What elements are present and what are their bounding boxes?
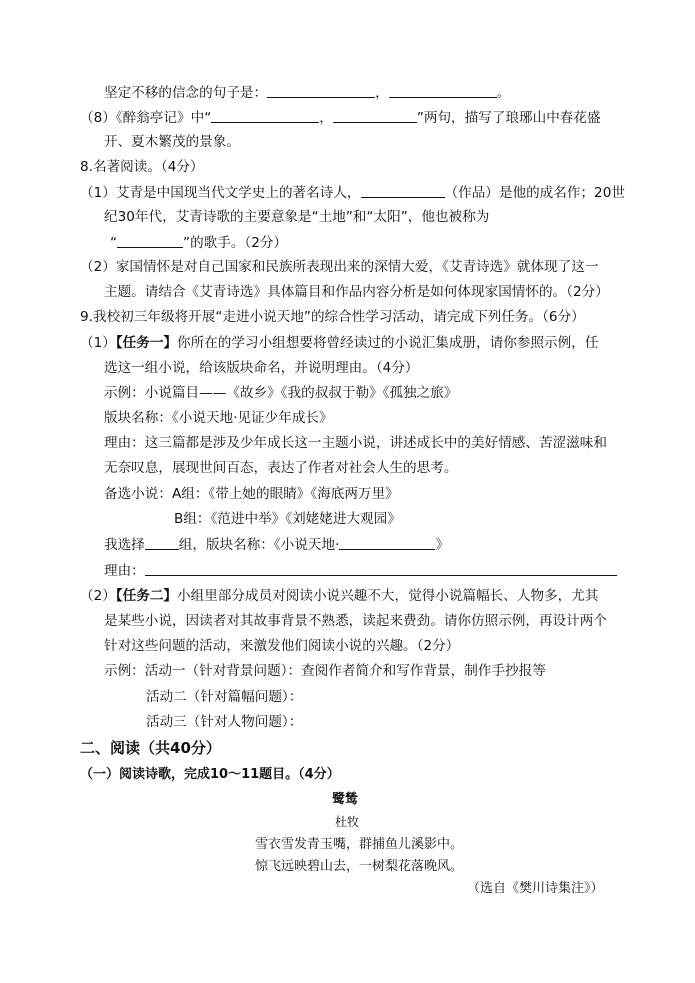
text-line: 活动三（针对人物问题）：: [146, 714, 303, 730]
task-label: 【任务一】: [115, 335, 178, 351]
text-line: 主题。请结合《艾青诗选》具体篇目和作品内容分析是如何体现家国情怀的。（2分）: [104, 284, 609, 300]
text-line: 无奈叹息，展现世间百态，表达了作者对社会人生的思考。: [104, 460, 458, 476]
text-line: （1）【任务一】你所在的学习小组想要将曾经读过的小说汇集成册，请你参照示例，任: [80, 335, 599, 351]
text-line: （8）《醉翁亭记》中“ ， ”两句，描写了琅琊山中春花盛: [80, 107, 601, 128]
text-line: 针对这些问题的活动，来激发他们阅读小说的兴趣。（2分）: [104, 638, 460, 654]
blank-group[interactable]: [145, 534, 179, 550]
task-label: 【任务二】: [115, 588, 178, 604]
blank-answer[interactable]: [333, 107, 417, 123]
text-line: 活动二（针对篇幅问题）：: [146, 689, 303, 705]
blank-answer[interactable]: [389, 82, 497, 98]
text-line: 开、夏木繁茂的景象。: [104, 134, 240, 150]
blank-reason[interactable]: [145, 560, 617, 576]
text-line: 示例：小说篇目——《故乡》《我的叔叔于勒》《孤独之旅》: [104, 385, 458, 401]
poem-line: 雪衣雪发青玉嘴，群捕鱼儿溪影中。: [255, 837, 464, 852]
blank-block-name[interactable]: [339, 534, 435, 550]
text-line: （1）艾青是中国现当代文学史上的著名诗人， （作品）是他的成名作；20世: [80, 182, 625, 203]
text-line: （2）家国情怀是对自己国家和民族所表现出来的深情大爱，《艾青诗选》就体现了这一: [80, 259, 599, 275]
text-line: （2）【任务二】小组里部分成员对阅读小说兴趣不大，觉得小说篇幅长、人物多，尤其: [80, 588, 599, 604]
blank-answer[interactable]: [361, 182, 445, 198]
blank-answer[interactable]: [267, 82, 375, 98]
blank-answer[interactable]: [117, 232, 183, 248]
poem-line: 惊飞远映碧山去，一树梨花落晚风。: [255, 859, 464, 874]
question-heading: 9.我校初三年级将开展“走进小说天地”的综合性学习活动，请完成下列任务。（6分）: [80, 309, 585, 325]
blank-answer[interactable]: [211, 107, 319, 123]
text-line: 示例：活动一（针对背景问题）：查阅作者简介和写作背景，制作手抄报等: [104, 663, 546, 679]
text-line: 是某些小说，因读者对其故事背景不熟悉，读起来费劲。请你仿照示例，再设计两个: [104, 613, 607, 629]
question-heading: 8.名著阅读。（4分）: [80, 159, 204, 175]
text-line: 坚定不移的信念的句子是： ， 。: [104, 82, 510, 103]
poem-title: 鹭鸶: [332, 792, 359, 807]
text-line: 我选择 组，版块名称：《小说天地· 》: [104, 534, 449, 555]
poem-source: （选自《樊川诗集注》）: [467, 881, 604, 896]
text-line: 选这一组小说，给该版块命名，并说明理由。（4分）: [104, 360, 419, 376]
text-line: 理由：这三篇都是涉及少年成长这一主题小说，讲述成长中的美好情感、苦涩滋味和: [104, 435, 607, 451]
text-line: 版块名称：《小说天地·见证少年成长》: [104, 410, 333, 426]
text-line: 理由：: [104, 560, 617, 581]
text-line: 备选小说：A组：《带上她的眼睛》《海底两万里》: [104, 486, 399, 502]
poem-author: 杜牧: [335, 815, 360, 829]
text-line: 纪30年代，艾青诗歌的主要意象是“土地”和“太阳”，他也被称为: [104, 209, 490, 225]
subsection-heading: （一）阅读诗歌，完成10～11题目。（4分）: [80, 767, 340, 782]
text-line: “ ”的歌手。（2分）: [110, 232, 287, 253]
section-heading: 二、阅读（共40分）: [80, 739, 221, 757]
text-line: B组：《范进中举》《刘姥姥进大观园》: [174, 511, 401, 527]
